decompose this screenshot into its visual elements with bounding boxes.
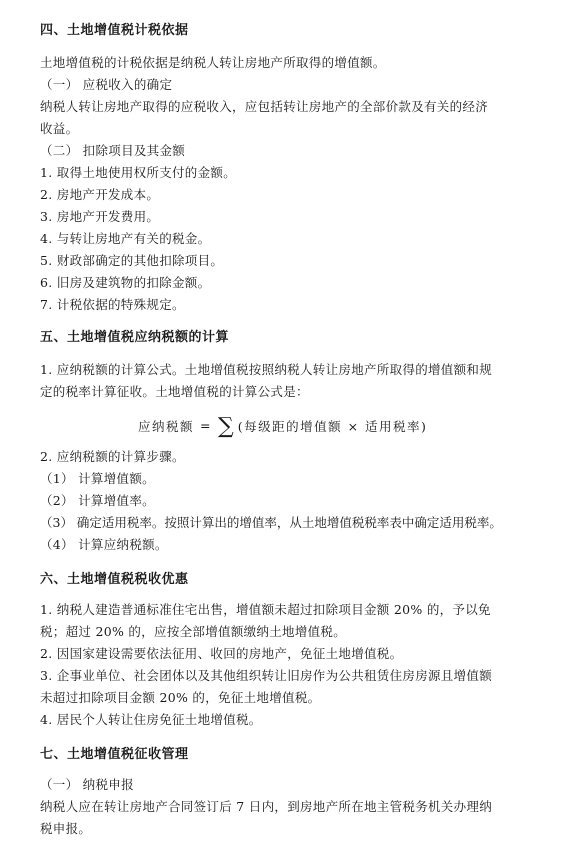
section-heading-5: 五、土地增值税应纳税额的计算 xyxy=(40,330,230,345)
subheading: （一） 应税收入的确定 xyxy=(40,77,173,92)
subheading: （一） 纳税申报 xyxy=(40,777,134,792)
list-item: （3） 确定适用税率。按照计算出的增值率，从土地增值税税率表中确定适用税率。 xyxy=(40,515,502,530)
list-item: （4） 计算应纳税额。 xyxy=(40,537,168,552)
tax-formula xyxy=(138,413,427,438)
section-heading-6: 六、土地增值税税收优惠 xyxy=(40,572,189,587)
paragraph-continuation: 税；超过 20% 的，应按全部增值额缴纳土地增值税。 xyxy=(40,624,347,639)
paragraph: 土地增值税的计税依据是纳税人转让房地产所取得的增值额。 xyxy=(40,55,386,70)
list-item: （1） 计算增值额。 xyxy=(40,471,155,486)
list-item: 1. 取得土地使用权所支付的金额。 xyxy=(40,165,237,180)
paragraph-continuation: 定的税率计算征收。土地增值税的计算公式是： xyxy=(40,384,309,399)
list-item: 5. 财政部确定的其他扣除项目。 xyxy=(40,253,224,268)
paragraph: 2. 应纳税额的计算步骤。 xyxy=(40,449,185,464)
list-item: 7. 计税依据的特殊规定。 xyxy=(40,297,185,312)
subheading: （二） 扣除项目及其金额 xyxy=(40,143,186,158)
section-heading-4: 四、土地增值税计税依据 xyxy=(40,23,189,38)
formula-equals: = xyxy=(200,418,212,433)
section-heading-7: 七、土地增值税征收管理 xyxy=(40,747,189,762)
paragraph-continuation: 税申报。 xyxy=(40,821,92,836)
formula-rhs: (每级距的增值额 × 适用税率) xyxy=(237,418,428,434)
paragraph: 1. 应纳税额的计算公式。土地增值税按照纳税人转让房地产所取得的增值额和规 xyxy=(40,362,493,377)
paragraph-continuation: 收益。 xyxy=(40,121,79,136)
paragraph: 纳税人转让房地产取得的应税收入，应包括转让房地产的全部价款及有关的经济 xyxy=(40,99,489,114)
paragraph-continuation: 未超过扣除项目金额 20% 的，免征土地增值税。 xyxy=(40,690,321,705)
list-item: 2. 房地产开发成本。 xyxy=(40,187,160,202)
list-item: 3. 房地产开发费用。 xyxy=(40,209,160,224)
formula-lhs: 应纳税额 xyxy=(138,418,195,434)
paragraph: 3. 企事业单位、社会团体以及其他组织转让旧房作为公共租赁住房房源且增值额 xyxy=(40,668,493,683)
paragraph: 纳税人应在转让房地产合同签订后 7 日内，到房地产所在地主管税务机关办理纳 xyxy=(40,799,493,814)
list-item: 6. 旧房及建筑物的扣除金额。 xyxy=(40,275,211,290)
list-item: 4. 与转让房地产有关的税金。 xyxy=(40,231,211,246)
paragraph: 1. 纳税人建造普通标准住宅出售，增值额未超过扣除项目金额 20% 的，予以免 xyxy=(40,602,491,617)
paragraph: 4. 居民个人转让住房免征土地增值税。 xyxy=(40,712,262,727)
list-item: （2） 计算增值率。 xyxy=(40,493,155,508)
summation-symbol: ∑ xyxy=(218,414,234,439)
paragraph: 2. 因国家建设需要依法征用、收回的房地产，免征土地增值税。 xyxy=(40,646,403,661)
